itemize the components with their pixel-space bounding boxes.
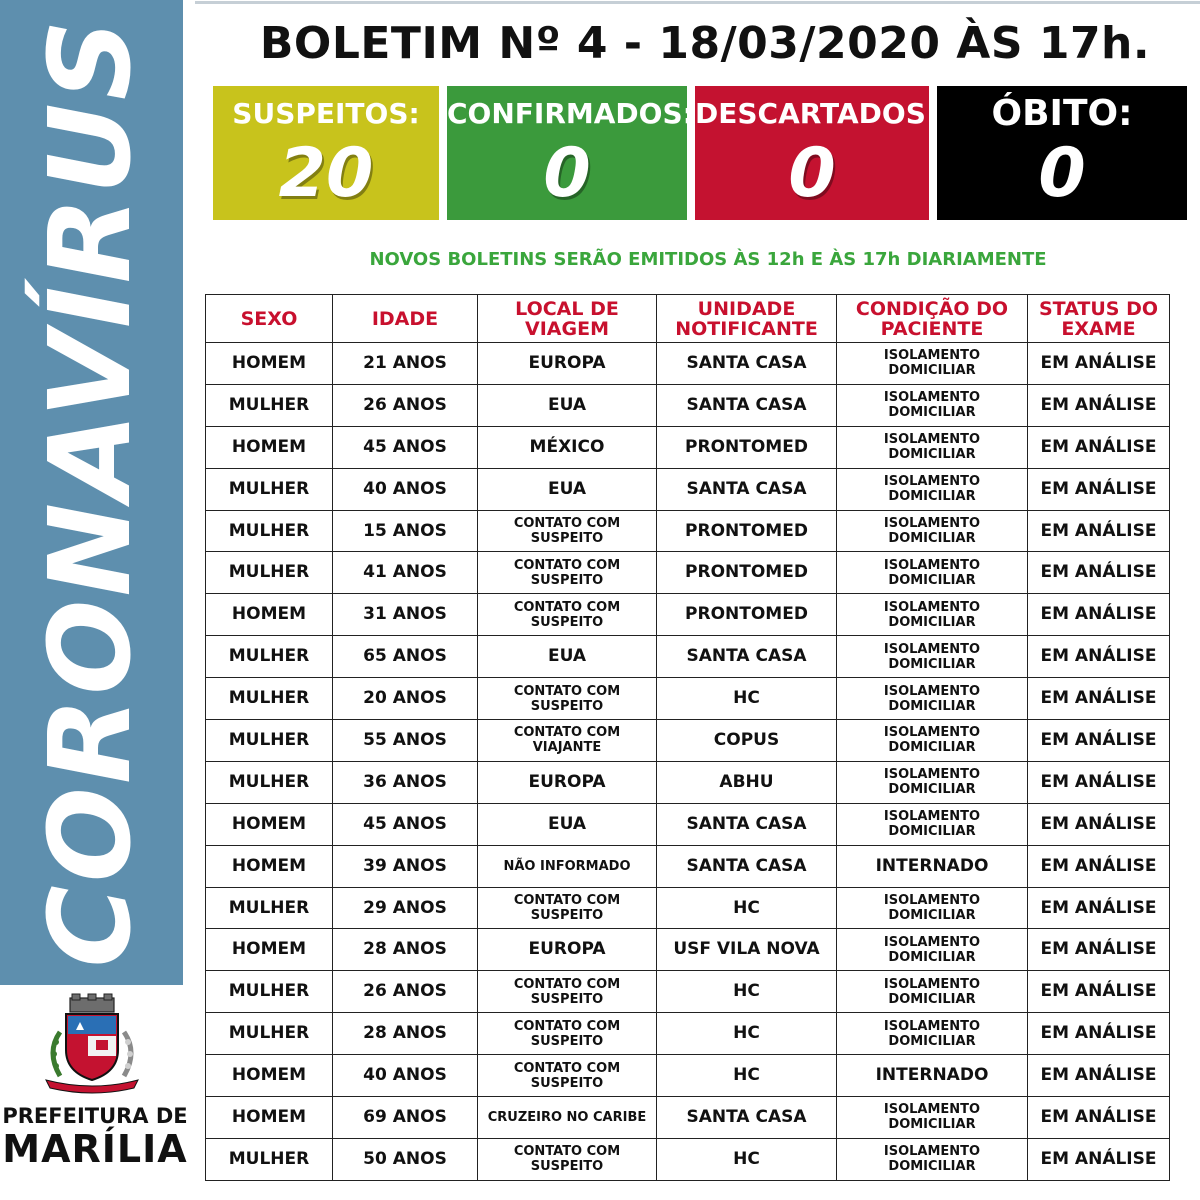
cell-status: EM ANÁLISE — [1028, 1055, 1170, 1097]
cell-status: EM ANÁLISE — [1028, 636, 1170, 678]
cell-status: EM ANÁLISE — [1028, 1013, 1170, 1055]
cell-travel: CONTATO COM SUSPEITO — [478, 1138, 657, 1180]
column-header-travel: LOCAL DE VIAGEM — [478, 295, 657, 343]
table-row — [206, 678, 1170, 720]
table-row — [206, 1138, 1170, 1180]
cell-age: 26 ANOS — [333, 384, 478, 426]
cell-unit: SANTA CASA — [657, 468, 837, 510]
cell-unit: SANTA CASA — [657, 845, 837, 887]
cell-status: EM ANÁLISE — [1028, 761, 1170, 803]
cell-status: EM ANÁLISE — [1028, 426, 1170, 468]
table-row — [206, 468, 1170, 510]
cell-sex: MULHER — [206, 468, 333, 510]
cell-condition: ISOLAMENTO DOMICILIAR — [837, 510, 1028, 552]
cell-unit: SANTA CASA — [657, 384, 837, 426]
cell-unit: PRONTOMED — [657, 552, 837, 594]
table-row — [206, 929, 1170, 971]
cell-condition: ISOLAMENTO DOMICILIAR — [837, 761, 1028, 803]
cell-age: 26 ANOS — [333, 971, 478, 1013]
cell-age: 45 ANOS — [333, 426, 478, 468]
cell-sex: MULHER — [206, 636, 333, 678]
cell-condition: ISOLAMENTO DOMICILIAR — [837, 426, 1028, 468]
cell-unit: ABHU — [657, 761, 837, 803]
cell-status: EM ANÁLISE — [1028, 1097, 1170, 1139]
cell-travel: CONTATO COM SUSPEITO — [478, 510, 657, 552]
cell-age: 39 ANOS — [333, 845, 478, 887]
stat-box-confirmed — [447, 86, 694, 220]
cell-sex: MULHER — [206, 510, 333, 552]
stat-value-discarded: 0 — [788, 134, 836, 213]
cell-travel: CONTATO COM SUSPEITO — [478, 552, 657, 594]
cell-status: EM ANÁLISE — [1028, 678, 1170, 720]
cell-travel: CRUZEIRO NO CARIBE — [478, 1097, 657, 1139]
column-header-sex: SEXO — [206, 295, 333, 343]
cell-age: 50 ANOS — [333, 1138, 478, 1180]
column-header-condition: CONDIÇÃO DO PACIENTE — [837, 295, 1028, 343]
stat-value-suspects: 20 — [278, 134, 374, 213]
cell-unit: COPUS — [657, 720, 837, 762]
cell-age: 40 ANOS — [333, 1055, 478, 1097]
cell-status: EM ANÁLISE — [1028, 803, 1170, 845]
cell-age: 40 ANOS — [333, 468, 478, 510]
cell-travel: CONTATO COM SUSPEITO — [478, 1055, 657, 1097]
cell-status: EM ANÁLISE — [1028, 510, 1170, 552]
cell-unit: PRONTOMED — [657, 594, 837, 636]
table-row — [206, 1013, 1170, 1055]
column-header-status: STATUS DO EXAME — [1028, 295, 1170, 343]
cell-condition: ISOLAMENTO DOMICILIAR — [837, 594, 1028, 636]
table-row — [206, 845, 1170, 887]
cell-status: EM ANÁLISE — [1028, 468, 1170, 510]
cell-status: EM ANÁLISE — [1028, 1138, 1170, 1180]
cell-condition: ISOLAMENTO DOMICILIAR — [837, 384, 1028, 426]
table-header-row — [206, 295, 1170, 343]
cell-condition: ISOLAMENTO DOMICILIAR — [837, 720, 1028, 762]
cell-condition: INTERNADO — [837, 1055, 1028, 1097]
table-row — [206, 426, 1170, 468]
table-row — [206, 720, 1170, 762]
cell-unit: SANTA CASA — [657, 343, 837, 385]
table-row — [206, 1055, 1170, 1097]
cell-travel: CONTATO COM SUSPEITO — [478, 594, 657, 636]
top-divider — [195, 1, 1200, 4]
cell-status: EM ANÁLISE — [1028, 552, 1170, 594]
cell-unit: PRONTOMED — [657, 510, 837, 552]
cell-travel: EUROPA — [478, 761, 657, 803]
cell-age: 36 ANOS — [333, 761, 478, 803]
cell-travel: NÃO INFORMADO — [478, 845, 657, 887]
cell-sex: MULHER — [206, 761, 333, 803]
stat-box-suspects — [213, 86, 439, 220]
cell-condition: ISOLAMENTO DOMICILIAR — [837, 636, 1028, 678]
page-title: BOLETIM Nº 4 - 18/03/2020 ÀS 17h. — [259, 18, 1151, 69]
cell-condition: ISOLAMENTO DOMICILIAR — [837, 971, 1028, 1013]
cell-travel: CONTATO COM SUSPEITO — [478, 678, 657, 720]
table-row — [206, 343, 1170, 385]
cell-sex: MULHER — [206, 1138, 333, 1180]
cell-sex: MULHER — [206, 678, 333, 720]
cell-status: EM ANÁLISE — [1028, 720, 1170, 762]
municipal-coat-of-arms-icon — [36, 992, 148, 1096]
table-row — [206, 761, 1170, 803]
cell-status: EM ANÁLISE — [1028, 384, 1170, 426]
cell-unit: HC — [657, 971, 837, 1013]
cell-condition: ISOLAMENTO DOMICILIAR — [837, 887, 1028, 929]
cases-table — [205, 294, 1170, 1181]
stat-label-suspects: SUSPEITOS: — [232, 97, 420, 130]
table-body — [206, 343, 1170, 1181]
table-row — [206, 636, 1170, 678]
cell-unit: HC — [657, 678, 837, 720]
stat-value-deaths: 0 — [1038, 134, 1086, 213]
cell-condition: ISOLAMENTO DOMICILIAR — [837, 803, 1028, 845]
cell-age: 69 ANOS — [333, 1097, 478, 1139]
table-row — [206, 594, 1170, 636]
cell-condition: ISOLAMENTO DOMICILIAR — [837, 678, 1028, 720]
vertical-title: CORONAVÍRUS — [26, 16, 156, 968]
cell-condition: ISOLAMENTO DOMICILIAR — [837, 1097, 1028, 1139]
cell-condition: ISOLAMENTO DOMICILIAR — [837, 552, 1028, 594]
cell-sex: HOMEM — [206, 1097, 333, 1139]
cell-age: 15 ANOS — [333, 510, 478, 552]
cell-condition: ISOLAMENTO DOMICILIAR — [837, 1138, 1028, 1180]
cell-sex: HOMEM — [206, 803, 333, 845]
table-row — [206, 552, 1170, 594]
cell-sex: HOMEM — [206, 1055, 333, 1097]
cell-age: 28 ANOS — [333, 1013, 478, 1055]
cell-sex: MULHER — [206, 384, 333, 426]
brand-prefeitura: PREFEITURA DE — [2, 1104, 188, 1128]
cell-travel: MÉXICO — [478, 426, 657, 468]
cell-condition: ISOLAMENTO DOMICILIAR — [837, 1013, 1028, 1055]
cell-travel: EUA — [478, 468, 657, 510]
cell-travel: CONTATO COM SUSPEITO — [478, 971, 657, 1013]
stat-value-confirmed: 0 — [543, 134, 591, 213]
table-row — [206, 803, 1170, 845]
cell-travel: EUA — [478, 636, 657, 678]
table-row — [206, 510, 1170, 552]
stat-box-deaths — [937, 86, 1187, 220]
cell-unit: SANTA CASA — [657, 803, 837, 845]
stat-label-confirmed: CONFIRMADOS: — [447, 97, 694, 130]
cell-sex: MULHER — [206, 1013, 333, 1055]
cell-status: EM ANÁLISE — [1028, 971, 1170, 1013]
cell-age: 65 ANOS — [333, 636, 478, 678]
cell-unit: HC — [657, 1013, 837, 1055]
cell-age: 31 ANOS — [333, 594, 478, 636]
cell-travel: CONTATO COM SUSPEITO — [478, 887, 657, 929]
cell-status: EM ANÁLISE — [1028, 594, 1170, 636]
cell-travel: EUA — [478, 384, 657, 426]
cell-age: 20 ANOS — [333, 678, 478, 720]
cell-travel: EUROPA — [478, 929, 657, 971]
cell-travel: EUROPA — [478, 343, 657, 385]
cell-status: EM ANÁLISE — [1028, 887, 1170, 929]
cell-unit: HC — [657, 887, 837, 929]
cell-status: EM ANÁLISE — [1028, 929, 1170, 971]
cell-sex: MULHER — [206, 971, 333, 1013]
column-header-unit: UNIDADE NOTIFICANTE — [657, 295, 837, 343]
cell-travel: CONTATO COM SUSPEITO — [478, 1013, 657, 1055]
cell-sex: HOMEM — [206, 929, 333, 971]
cell-unit: USF VILA NOVA — [657, 929, 837, 971]
cell-condition: INTERNADO — [837, 845, 1028, 887]
schedule-notice: NOVOS BOLETINS SERÃO EMITIDOS ÀS 12h E ÀS 17h DIARIAMENTE — [369, 249, 1047, 270]
sidebar-banner — [0, 0, 183, 985]
cell-condition: ISOLAMENTO DOMICILIAR — [837, 929, 1028, 971]
cell-status: EM ANÁLISE — [1028, 343, 1170, 385]
cell-sex: HOMEM — [206, 426, 333, 468]
cell-unit: SANTA CASA — [657, 1097, 837, 1139]
cell-condition: ISOLAMENTO DOMICILIAR — [837, 343, 1028, 385]
cell-age: 45 ANOS — [333, 803, 478, 845]
cell-sex: HOMEM — [206, 343, 333, 385]
cell-age: 55 ANOS — [333, 720, 478, 762]
cell-age: 21 ANOS — [333, 343, 478, 385]
cell-age: 28 ANOS — [333, 929, 478, 971]
table-row — [206, 887, 1170, 929]
cell-sex: HOMEM — [206, 594, 333, 636]
cell-unit: HC — [657, 1138, 837, 1180]
cell-condition: ISOLAMENTO DOMICILIAR — [837, 468, 1028, 510]
cell-sex: MULHER — [206, 552, 333, 594]
cell-age: 29 ANOS — [333, 887, 478, 929]
cell-sex: MULHER — [206, 887, 333, 929]
table-row — [206, 384, 1170, 426]
cell-sex: MULHER — [206, 720, 333, 762]
table-row — [206, 1097, 1170, 1139]
stat-label-deaths: ÓBITO: — [991, 93, 1133, 134]
cell-age: 41 ANOS — [333, 552, 478, 594]
brand-city: MARÍLIA — [2, 1127, 188, 1171]
column-header-age: IDADE — [333, 295, 478, 343]
cell-sex: HOMEM — [206, 845, 333, 887]
table-row — [206, 971, 1170, 1013]
stat-box-discarded — [695, 86, 938, 220]
cell-status: EM ANÁLISE — [1028, 845, 1170, 887]
cell-unit: PRONTOMED — [657, 426, 837, 468]
cell-travel: CONTATO COM VIAJANTE — [478, 720, 657, 762]
cell-unit: HC — [657, 1055, 837, 1097]
cell-unit: SANTA CASA — [657, 636, 837, 678]
cell-travel: EUA — [478, 803, 657, 845]
stat-label-discarded: DESCARTADOS: — [695, 97, 938, 130]
